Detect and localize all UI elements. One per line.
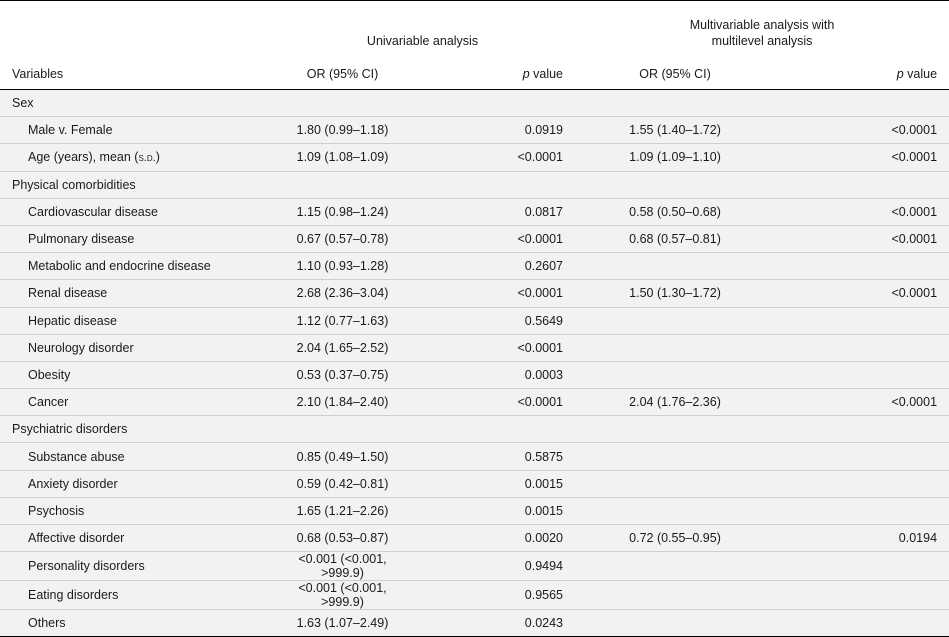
- multi-or-cell: [575, 581, 775, 610]
- uni-p-cell: <0.0001: [415, 280, 575, 307]
- variable-label: Renal disease: [0, 280, 270, 307]
- table-header: [0, 1, 949, 90]
- uni-or-cell: 0.53 (0.37–0.75): [270, 361, 415, 388]
- multi-or-cell: [575, 253, 775, 280]
- uni-or-cell: 1.63 (1.07–2.49): [270, 610, 415, 637]
- header-multi-or: OR (95% CI): [639, 67, 711, 81]
- variable-label-end: ): [155, 150, 160, 165]
- uni-or-cell: <0.001 (<0.001, >999.9): [270, 581, 415, 610]
- multi-or-cell: 1.50 (1.30–1.72): [575, 280, 775, 307]
- section-row: [0, 171, 949, 198]
- table-body: [0, 90, 949, 637]
- variable-label: Pulmonary disease: [0, 225, 270, 252]
- multi-or-cell: 0.72 (0.55–0.95): [575, 525, 775, 552]
- multi-or-cell: [575, 361, 775, 388]
- uni-p-cell: 0.0020: [415, 525, 575, 552]
- header-univariable-label: Univariable analysis: [366, 34, 479, 48]
- uni-or-cell: 2.68 (2.36–3.04): [270, 280, 415, 307]
- table-row: [0, 334, 949, 361]
- multi-p-cell: <0.0001: [775, 198, 949, 225]
- header-empty: [0, 1, 270, 54]
- multi-p-cell: <0.0001: [775, 225, 949, 252]
- multi-p-cell: <0.0001: [775, 144, 949, 171]
- multi-p-cell: [775, 307, 949, 334]
- multi-p-cell: [775, 610, 949, 637]
- multi-or-cell: 1.55 (1.40–1.72): [575, 117, 775, 144]
- variable-label: [0, 144, 270, 171]
- table-row: [0, 525, 949, 552]
- uni-or-cell: 1.65 (1.21–2.26): [270, 497, 415, 524]
- variable-label-smallcaps: s.d.: [138, 152, 156, 165]
- variable-label: Anxiety disorder: [0, 470, 270, 497]
- header-multi-p-rest: value: [903, 67, 938, 81]
- section-label: Psychiatric disorders: [0, 416, 949, 443]
- uni-or-cell: 2.10 (1.84–2.40): [270, 389, 415, 416]
- multi-p-cell: <0.0001: [775, 117, 949, 144]
- header-multivariable: [575, 1, 949, 54]
- table-row: [0, 198, 949, 225]
- header-columns-row: [0, 53, 949, 90]
- header-multi-p-italic: p: [896, 67, 904, 81]
- header-uni-or: OR (95% CI): [306, 67, 379, 81]
- multi-or-cell: [575, 610, 775, 637]
- header-uni-p: [415, 53, 575, 90]
- variable-label: Affective disorder: [0, 525, 270, 552]
- uni-p-cell: <0.0001: [415, 389, 575, 416]
- section-label: Sex: [0, 90, 949, 117]
- header-multi-p: [775, 53, 949, 90]
- table-row: [0, 307, 949, 334]
- uni-or-cell: 0.68 (0.53–0.87): [270, 525, 415, 552]
- uni-p-cell: 0.0015: [415, 497, 575, 524]
- uni-p-cell: 0.0919: [415, 117, 575, 144]
- multi-p-cell: [775, 334, 949, 361]
- variable-label: Neurology disorder: [0, 334, 270, 361]
- variable-label: Male v. Female: [0, 117, 270, 144]
- section-label: Physical comorbidities: [0, 171, 949, 198]
- uni-or-cell: 1.15 (0.98–1.24): [270, 198, 415, 225]
- header-uni-p-italic: p: [522, 67, 530, 81]
- multi-or-cell: [575, 497, 775, 524]
- table-row: [0, 470, 949, 497]
- multi-or-cell: [575, 470, 775, 497]
- variable-label: Psychosis: [0, 497, 270, 524]
- uni-p-cell: 0.5875: [415, 443, 575, 470]
- table-row: [0, 280, 949, 307]
- uni-p-cell: 0.0243: [415, 610, 575, 637]
- variable-label: Hepatic disease: [0, 307, 270, 334]
- section-row: [0, 416, 949, 443]
- multi-or-cell: 0.58 (0.50–0.68): [575, 198, 775, 225]
- uni-or-cell: <0.001 (<0.001, >999.9): [270, 552, 415, 581]
- uni-p-cell: 0.0003: [415, 361, 575, 388]
- multi-p-cell: [775, 552, 949, 581]
- uni-p-cell: 0.5649: [415, 307, 575, 334]
- multi-p-cell: <0.0001: [775, 280, 949, 307]
- uni-or-cell: 0.59 (0.42–0.81): [270, 470, 415, 497]
- header-univariable: [270, 1, 575, 54]
- variable-label: Obesity: [0, 361, 270, 388]
- table-row: [0, 552, 949, 581]
- variable-label: Others: [0, 610, 270, 637]
- uni-p-cell: 0.9565: [415, 581, 575, 610]
- multi-p-cell: [775, 253, 949, 280]
- uni-or-cell: 2.04 (1.65–2.52): [270, 334, 415, 361]
- table-row: [0, 389, 949, 416]
- multi-or-cell: 0.68 (0.57–0.81): [575, 225, 775, 252]
- multi-or-cell: [575, 307, 775, 334]
- uni-p-cell: <0.0001: [415, 334, 575, 361]
- table-row: [0, 361, 949, 388]
- variable-label: Eating disorders: [0, 581, 270, 610]
- uni-or-cell: 1.80 (0.99–1.18): [270, 117, 415, 144]
- multi-or-cell: 1.09 (1.09–1.10): [575, 144, 775, 171]
- uni-p-cell: 0.0015: [415, 470, 575, 497]
- multi-or-cell: [575, 334, 775, 361]
- table-row: [0, 443, 949, 470]
- uni-p-cell: 0.9494: [415, 552, 575, 581]
- header-group-row: [0, 1, 949, 54]
- multi-p-cell: [775, 361, 949, 388]
- header-multivariable-line2: multilevel analysis: [711, 34, 813, 48]
- uni-or-cell: 1.10 (0.93–1.28): [270, 253, 415, 280]
- header-multivariable-line1: Multivariable analysis with: [689, 18, 835, 32]
- table-row: [0, 253, 949, 280]
- table-row: [0, 144, 949, 171]
- variable-label: Metabolic and endocrine disease: [0, 253, 270, 280]
- variable-label: Personality disorders: [0, 552, 270, 581]
- multi-p-cell: 0.0194: [775, 525, 949, 552]
- uni-or-cell: 0.85 (0.49–1.50): [270, 443, 415, 470]
- table-row: [0, 117, 949, 144]
- multi-or-cell: [575, 443, 775, 470]
- variable-label-main: Age (years), mean (: [28, 150, 139, 165]
- multi-p-cell: <0.0001: [775, 389, 949, 416]
- variable-label: Cancer: [0, 389, 270, 416]
- uni-p-cell: <0.0001: [415, 144, 575, 171]
- uni-or-cell: 0.67 (0.57–0.78): [270, 225, 415, 252]
- multi-or-cell: [575, 552, 775, 581]
- header-variables: Variables: [12, 67, 64, 81]
- uni-p-cell: <0.0001: [415, 225, 575, 252]
- header-uni-p-rest: value: [529, 67, 564, 81]
- uni-or-cell: 1.12 (0.77–1.63): [270, 307, 415, 334]
- section-row: [0, 90, 949, 117]
- multi-p-cell: [775, 581, 949, 610]
- uni-p-cell: 0.2607: [415, 253, 575, 280]
- multi-p-cell: [775, 443, 949, 470]
- table-row: [0, 497, 949, 524]
- multi-p-cell: [775, 497, 949, 524]
- multi-or-cell: 2.04 (1.76–2.36): [575, 389, 775, 416]
- table-row: [0, 581, 949, 610]
- table-row: [0, 225, 949, 252]
- variable-label: Substance abuse: [0, 443, 270, 470]
- uni-p-cell: 0.0817: [415, 198, 575, 225]
- multi-p-cell: [775, 470, 949, 497]
- uni-or-cell: 1.09 (1.08–1.09): [270, 144, 415, 171]
- variable-label: Cardiovascular disease: [0, 198, 270, 225]
- table-row: [0, 610, 949, 637]
